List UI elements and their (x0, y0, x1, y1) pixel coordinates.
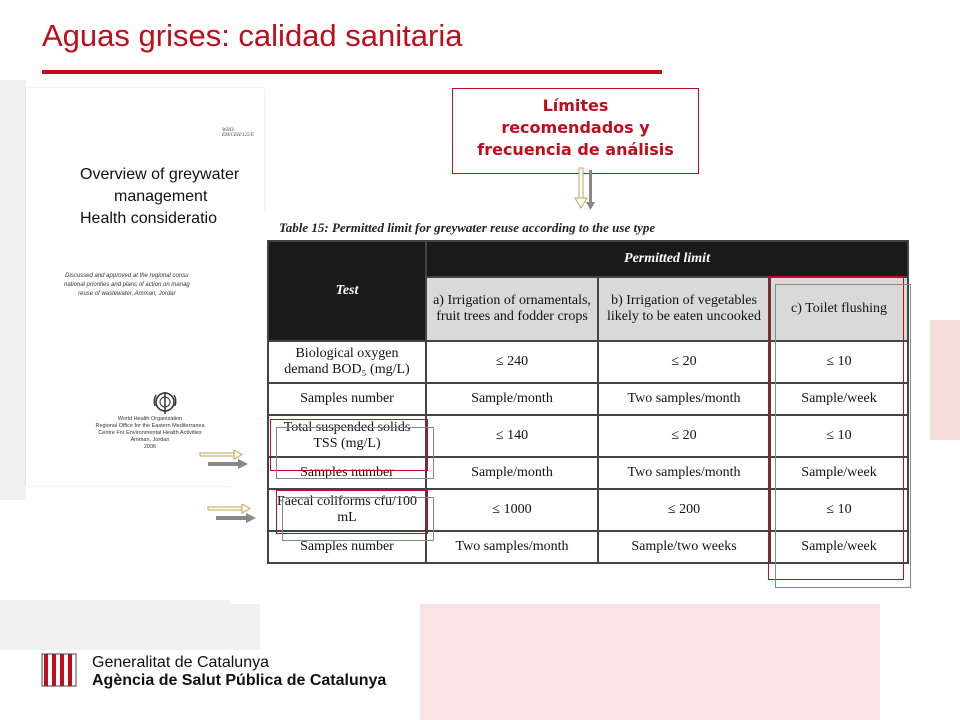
background-wash-bottom-left (0, 600, 260, 650)
cell-a: ≤ 140 (426, 415, 598, 457)
document-title-line1: Overview of greywater (80, 166, 240, 183)
cell-c: ≤ 10 (770, 341, 908, 383)
header-col-c: c) Toilet flushing (770, 277, 908, 341)
generalitat-stripes-icon (40, 652, 80, 688)
cell-a: Sample/month (426, 383, 598, 415)
who-line3: Centre For Environmental Health Activities (98, 430, 202, 436)
document-title-line2: management (114, 188, 208, 205)
footer-org-name: Generalitat de Catalunya (92, 654, 269, 671)
cell-b: Two samples/month (598, 457, 770, 489)
row-label: Total suspended solids TSS (mg/L) (268, 415, 426, 457)
who-line2: Regional Office for the Eastern Mediterranea (95, 423, 205, 429)
table-row (268, 531, 908, 563)
callout-down-arrow-icon (574, 166, 604, 212)
document-subtitle: Health consideratio (80, 210, 217, 227)
who-line4: Amman, Jordan (130, 437, 170, 443)
cell-c: Sample/week (770, 383, 908, 415)
callout-line1: Límites (542, 96, 609, 115)
who-line1: World Health Organization (117, 416, 183, 422)
table-row (268, 457, 908, 489)
cell-a: ≤ 1000 (426, 489, 598, 531)
document-note-line3: reuse of wastewater, Amman, Jordar (78, 291, 176, 297)
cell-b: Sample/two weeks (598, 531, 770, 563)
who-emblem-icon (151, 390, 179, 416)
cell-b: ≤ 20 (598, 341, 770, 383)
who-line5: 2006 (143, 444, 157, 450)
cell-b: ≤ 200 (598, 489, 770, 531)
table-row (268, 489, 908, 531)
background-wash-right (930, 320, 960, 440)
cell-c: ≤ 10 (770, 415, 908, 457)
document-note-line2: national priorities and plans of action on manag (64, 282, 190, 288)
document-cover (26, 88, 264, 486)
row-label: Biological oxygen demand BOD₅ (mg/L) (268, 341, 426, 383)
slide-title: Aguas grises: calidad sanitaria (42, 18, 463, 53)
limits-callout (452, 88, 699, 174)
cell-a: ≤ 240 (426, 341, 598, 383)
row-label: Faecal coliforms cfu/100 mL (268, 489, 426, 531)
background-wash-left (0, 80, 26, 500)
title-underline (42, 70, 662, 74)
document-note-line1: Discussed and approved at the regional consu (65, 273, 189, 279)
row-label: Samples number (268, 383, 426, 415)
cell-a: Sample/month (426, 457, 598, 489)
coliform-pointer-arrow-icon (206, 504, 258, 526)
row-label: Samples number (268, 457, 426, 489)
row-label: Samples number (268, 531, 426, 563)
callout-line2: recomendados y (501, 118, 650, 137)
footer-agency-name: Agència de Salut Pública de Catalunya (92, 672, 387, 689)
document-note (64, 272, 190, 299)
callout-line3: frecuencia de análisis (477, 140, 674, 159)
document-reference: WHO-EM/CEH/125/E (222, 128, 254, 138)
who-office-block (50, 416, 250, 451)
table-row (268, 383, 908, 415)
permitted-limit-table (267, 240, 909, 564)
table-row (268, 341, 908, 383)
cell-b: ≤ 20 (598, 415, 770, 457)
header-col-b: b) Irrigation of vegetables likely to be eaten uncooked (598, 277, 770, 341)
cell-b: Two samples/month (598, 383, 770, 415)
tss-pointer-arrow-icon (198, 450, 250, 472)
document-title (80, 164, 239, 208)
background-wash-bottom (420, 604, 880, 720)
header-col-a: a) Irrigation of ornamentals, fruit trees and fodder crops (426, 277, 598, 341)
header-test: Test (268, 241, 426, 341)
cell-c: Sample/week (770, 531, 908, 563)
table-caption: Table 15: Permitted limit for greywater reuse according to the use type (279, 220, 656, 235)
cell-a: Two samples/month (426, 531, 598, 563)
cell-c: ≤ 10 (770, 489, 908, 531)
table-row (268, 415, 908, 457)
header-permitted-limit: Permitted limit (426, 241, 908, 277)
cell-c: Sample/week (770, 457, 908, 489)
